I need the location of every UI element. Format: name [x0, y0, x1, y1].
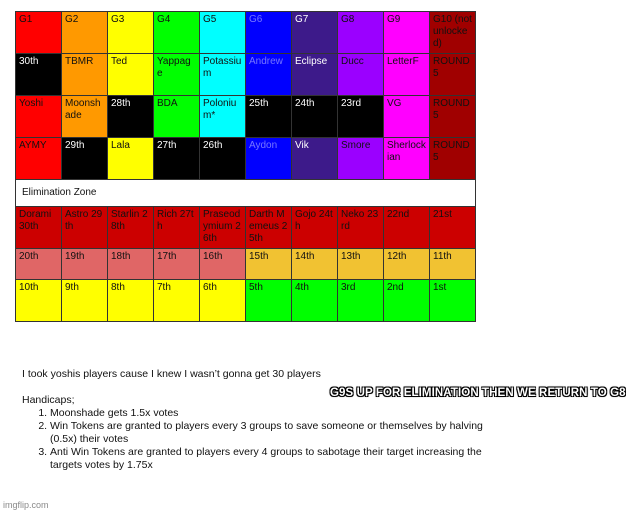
- elimination-zone-label: Elimination Zone: [16, 180, 476, 207]
- table-cell: 14th: [292, 249, 338, 280]
- table-cell: 11th: [430, 249, 476, 280]
- table-cell: 27th: [154, 138, 200, 180]
- table-cell: Ted: [108, 54, 154, 96]
- table-cell: G10 (not unlocked): [430, 12, 476, 54]
- table-row: [16, 207, 476, 249]
- table-cell: Eclipse: [292, 54, 338, 96]
- table-row: [16, 138, 476, 180]
- table-cell: 20th: [16, 249, 62, 280]
- handicap-item: 2. Win Tokens are granted to players every 3 groups to save someone or themselves by halving (0.5x) their votes: [50, 420, 492, 446]
- table-cell: G8: [338, 12, 384, 54]
- table-cell: 19th: [62, 249, 108, 280]
- imgflip-watermark: imgflip.com: [3, 500, 49, 510]
- table-cell: Yappage: [154, 54, 200, 96]
- table-cell: VG: [384, 96, 430, 138]
- table-cell: Dorami 30th: [16, 207, 62, 249]
- table-cell: G3: [108, 12, 154, 54]
- table-cell: Starlin 28th: [108, 207, 154, 249]
- table-cell: 12th: [384, 249, 430, 280]
- table-row: [16, 249, 476, 280]
- table-cell: 28th: [108, 96, 154, 138]
- table-cell: G6: [246, 12, 292, 54]
- table-cell: Yoshi: [16, 96, 62, 138]
- table-cell: 22nd: [384, 207, 430, 249]
- table-cell: Smore: [338, 138, 384, 180]
- table-cell: 7th: [154, 280, 200, 322]
- meme-caption: G9S UP FOR ELIMINATION THEN WE RETURN TO G8: [330, 387, 626, 399]
- table-cell: 21st: [430, 207, 476, 249]
- handicap-item: 1. Moonshade gets 1.5x votes: [50, 407, 492, 420]
- handicaps-list: [22, 407, 492, 472]
- table-cell: G2: [62, 12, 108, 54]
- notes-intro: I took yoshis players cause I knew I wasn’t gonna get 30 players: [22, 368, 321, 380]
- table-cell: BDA: [154, 96, 200, 138]
- table-row: [16, 54, 476, 96]
- handicaps-heading: Handicaps;: [22, 394, 75, 406]
- table-cell: Sherlockian: [384, 138, 430, 180]
- table-cell: 30th: [16, 54, 62, 96]
- table-cell: 18th: [108, 249, 154, 280]
- table-cell: Polonium*: [200, 96, 246, 138]
- table-cell: G7: [292, 12, 338, 54]
- table-cell: Aydon: [246, 138, 292, 180]
- table-cell: 8th: [108, 280, 154, 322]
- table-cell: 10th: [16, 280, 62, 322]
- table-cell: Moonshade: [62, 96, 108, 138]
- table-cell: G4: [154, 12, 200, 54]
- table-cell: Ducc: [338, 54, 384, 96]
- table-cell: Andrew: [246, 54, 292, 96]
- table-row: [16, 280, 476, 322]
- table-cell: G9: [384, 12, 430, 54]
- table-cell: G5: [200, 12, 246, 54]
- table-row: [16, 12, 476, 54]
- table-cell: 26th: [200, 138, 246, 180]
- table-cell: G1: [16, 12, 62, 54]
- table-cell: Neko 23rd: [338, 207, 384, 249]
- table-cell: 29th: [62, 138, 108, 180]
- table-cell: Gojo 24th: [292, 207, 338, 249]
- table-cell: ROUND 5: [430, 54, 476, 96]
- table-cell: 3rd: [338, 280, 384, 322]
- table-row: [16, 96, 476, 138]
- standings-table-body: [16, 12, 476, 322]
- table-cell: 25th: [246, 96, 292, 138]
- table-cell: 15th: [246, 249, 292, 280]
- table-cell: 16th: [200, 249, 246, 280]
- notes-section: [22, 368, 492, 472]
- table-cell: Lala: [108, 138, 154, 180]
- table-cell: LetterF: [384, 54, 430, 96]
- table-cell: Darth Memeus 25th: [246, 207, 292, 249]
- table-cell: 23rd: [338, 96, 384, 138]
- table-cell: 24th: [292, 96, 338, 138]
- table-cell: Rich 27th: [154, 207, 200, 249]
- table-cell: 6th: [200, 280, 246, 322]
- table-cell: ROUND 5: [430, 138, 476, 180]
- table-cell: 9th: [62, 280, 108, 322]
- table-cell: ROUND 5: [430, 96, 476, 138]
- table-cell: Praseodymium 26th: [200, 207, 246, 249]
- table-cell: 13th: [338, 249, 384, 280]
- handicap-item: 3. Anti Win Tokens are granted to players every 4 groups to sabotage their target increasing the targets votes by 1.75x: [50, 446, 492, 472]
- table-cell: Potassium: [200, 54, 246, 96]
- table-cell: 17th: [154, 249, 200, 280]
- standings-table: [15, 11, 476, 322]
- table-cell: 5th: [246, 280, 292, 322]
- table-cell: Vik: [292, 138, 338, 180]
- table-cell: TBMR: [62, 54, 108, 96]
- table-cell: 4th: [292, 280, 338, 322]
- table-cell: AYMY: [16, 138, 62, 180]
- table-cell: Astro 29th: [62, 207, 108, 249]
- table-cell: 2nd: [384, 280, 430, 322]
- table-cell: 1st: [430, 280, 476, 322]
- elimination-zone-row: [16, 180, 476, 207]
